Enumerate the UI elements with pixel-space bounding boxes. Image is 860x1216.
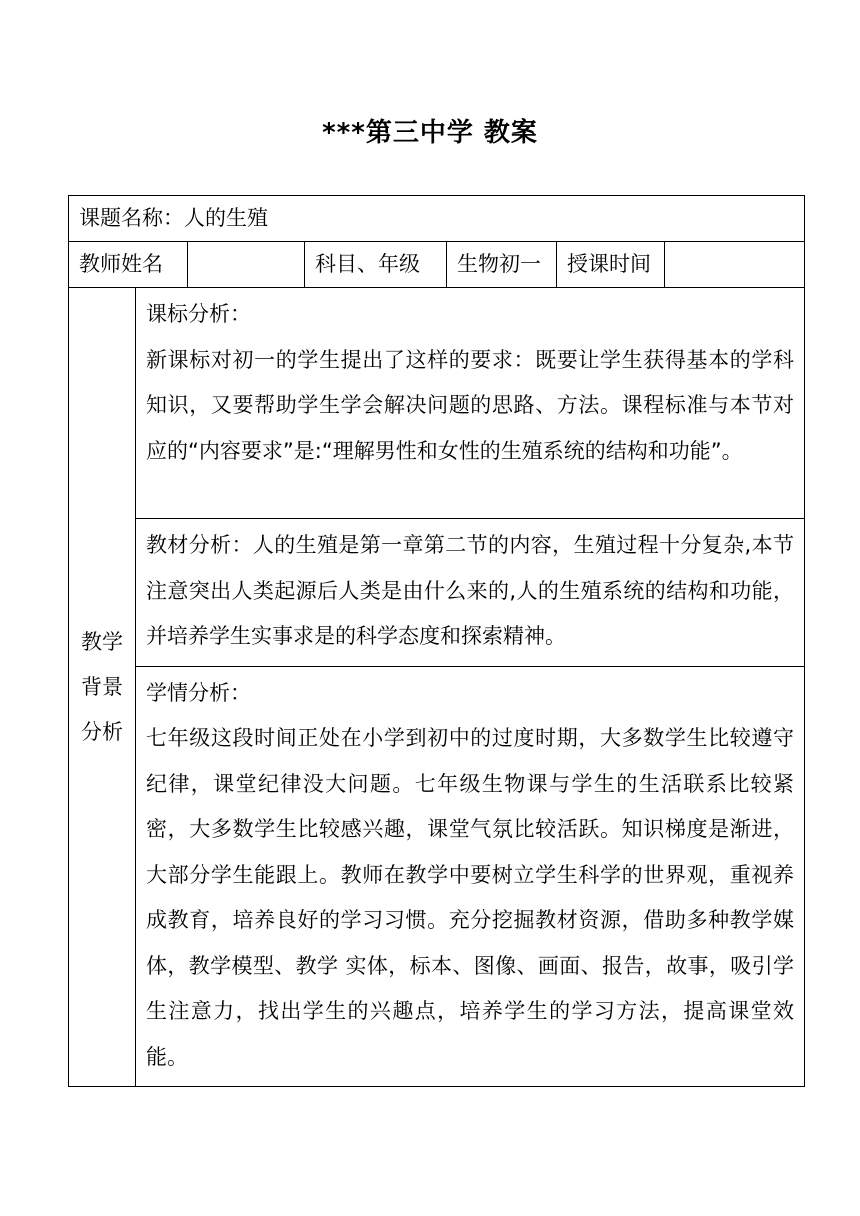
teacher-name-label: 教师姓名 [69,242,188,288]
page-title: ***第三中学 教案 [322,118,538,148]
label-line: 背景 [81,674,123,699]
label-line: 教学 [81,629,123,654]
subject-grade-value: 生物初一 [447,242,557,288]
curriculum-analysis-cell [136,288,805,519]
lesson-plan-table [68,195,805,1087]
students-body: 七年级这段时间正处在小学到初中的过度时期，大多数学生比较遵守纪律，课堂纪律没大问题。七年级生物课与学生的生活联系比较紧密，大多数学生比较感兴趣，课堂气氛比较活跃。知识梯度是渐进，大部分学生能跟上。教师在教学中要树立学生科学的世界观，重视养成教育，培养良好的学习习惯。充分挖掘教材资源，借助多种教学媒体，教学模型、教学 实体，标本、图像、画面、报告，故事，吸引学生注意力，找出学生的兴趣点，培养学生的学习方法，提高课堂效能。 [146,726,794,1069]
class-time-value [665,242,805,288]
textbook-row [69,519,805,667]
teaching-background-label [69,288,136,1087]
class-time-label: 授课时间 [557,242,665,288]
subject-grade-label: 科目、年级 [305,242,447,288]
textbook-analysis-cell [136,519,805,667]
students-row [69,666,805,1087]
student-analysis-cell [136,666,805,1087]
curriculum-body: 新课标对初一的学生提出了这样的要求：既要让学生获得基本的学科知识，又要帮助学生学会解决问题的思路、方法。课程标准与本节对应的“内容要求”是:“理解男性和女性的生殖系统的结构和功能”。 [146,347,794,463]
teacher-name-value [188,242,305,288]
label-line: 分析 [81,719,123,744]
topic-cell: 课题名称：人的生殖 [69,196,805,242]
curriculum-row [69,288,805,519]
info-row [69,242,805,288]
curriculum-heading: 课标分析： [146,302,251,326]
students-heading: 学情分析： [146,680,251,705]
topic-row [69,196,805,242]
textbook-body: 教材分析：人的生殖是第一章第二节的内容，生殖过程十分复杂,本节注意突出人类起源后人类是由什么来的,人的生殖系统的结构和功能，并培养学生实事求是的科学态度和探索精神。 [146,533,794,648]
